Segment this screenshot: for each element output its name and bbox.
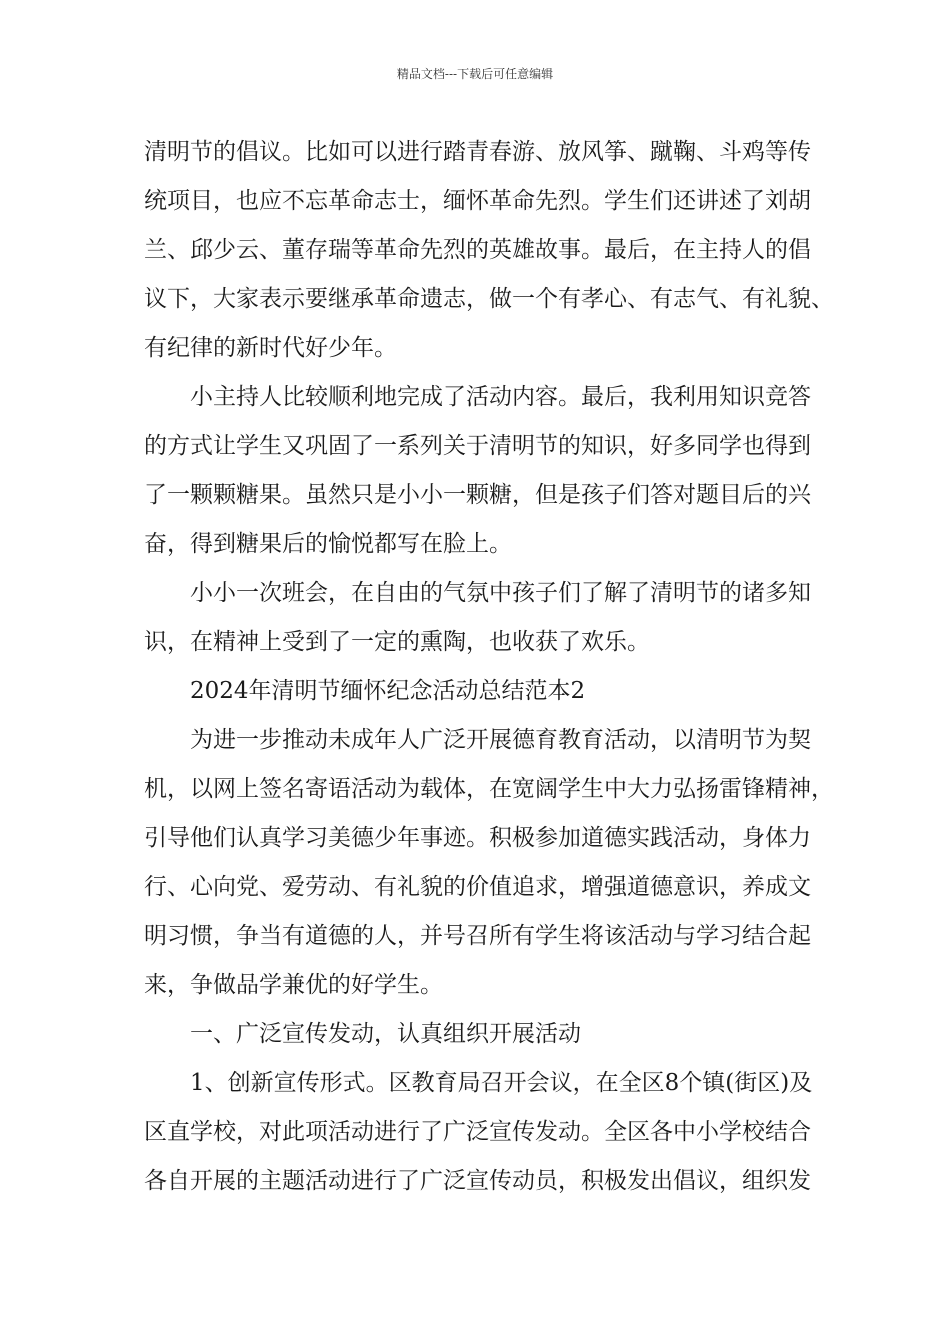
page-header: 精品文档---下载后可任意编辑 [396,67,554,81]
document-body [144,128,834,1206]
text-line: 议下，大家表示要继承革命遗志，做一个有孝心、有志气、有礼貌、 [144,286,834,312]
text-line: 来，争做品学兼优的好学生。 [144,972,443,998]
text-line: 识，在精神上受到了一定的熏陶，也收获了欢乐。 [144,629,650,655]
text-line: 了一颗颗糖果。虽然只是小小一颗糖，但是孩子们答对题目后的兴 [144,482,811,508]
text-line: 行、心向党、爱劳动、有礼貌的价值追求，增强道德意识，养成文 [144,874,811,900]
text-line: 机，以网上签名寄语活动为载体，在宽阔学生中大力弘扬雷锋精神， [144,776,834,802]
paragraph-start-line: 为进一步推动未成年人广泛开展德育教育活动，以清明节为契 [190,727,811,753]
paragraph-start-line: 小主持人比较顺利地完成了活动内容。最后，我利用知识竞答 [190,384,811,410]
text-line: 各自开展的主题活动进行了广泛宣传动员，积极发出倡议，组织发 [144,1168,811,1194]
text-line: 清明节的倡议。比如可以进行踏青春游、放风筝、蹴鞠、斗鸡等传 [144,139,811,165]
text-line: 统项目，也应不忘革命志士，缅怀革命先烈。学生们还讲述了刘胡 [144,188,811,214]
text-line: 兰、邱少云、董存瑞等革命先烈的英雄故事。最后，在主持人的倡 [144,237,811,263]
paragraph-start-line: 小小一次班会，在自由的气氛中孩子们了解了清明节的诸多知 [190,580,811,606]
paragraph-start-line: 1、创新宣传形式。区教育局召开会议，在全区8个镇(街区)及 [190,1070,813,1096]
text-line: 引导他们认真学习美德少年事迹。积极参加道德实践活动，身体力 [144,825,811,851]
text-line: 明习惯，争当有道德的人，并号召所有学生将该活动与学习结合起 [144,923,811,949]
text-line: 有纪律的新时代好少年。 [144,335,397,361]
section-title: 2024年清明节缅怀纪念活动总结范本2 [190,678,586,704]
text-line: 区直学校，对此项活动进行了广泛宣传发动。全区各中小学校结合 [144,1119,811,1145]
text-line: 奋，得到糖果后的愉悦都写在脸上。 [144,531,512,557]
text-line: 的方式让学生又巩固了一系列关于清明节的知识，好多同学也得到 [144,433,811,459]
subsection-heading: 一、广泛宣传发动，认真组织开展活动 [190,1021,581,1047]
